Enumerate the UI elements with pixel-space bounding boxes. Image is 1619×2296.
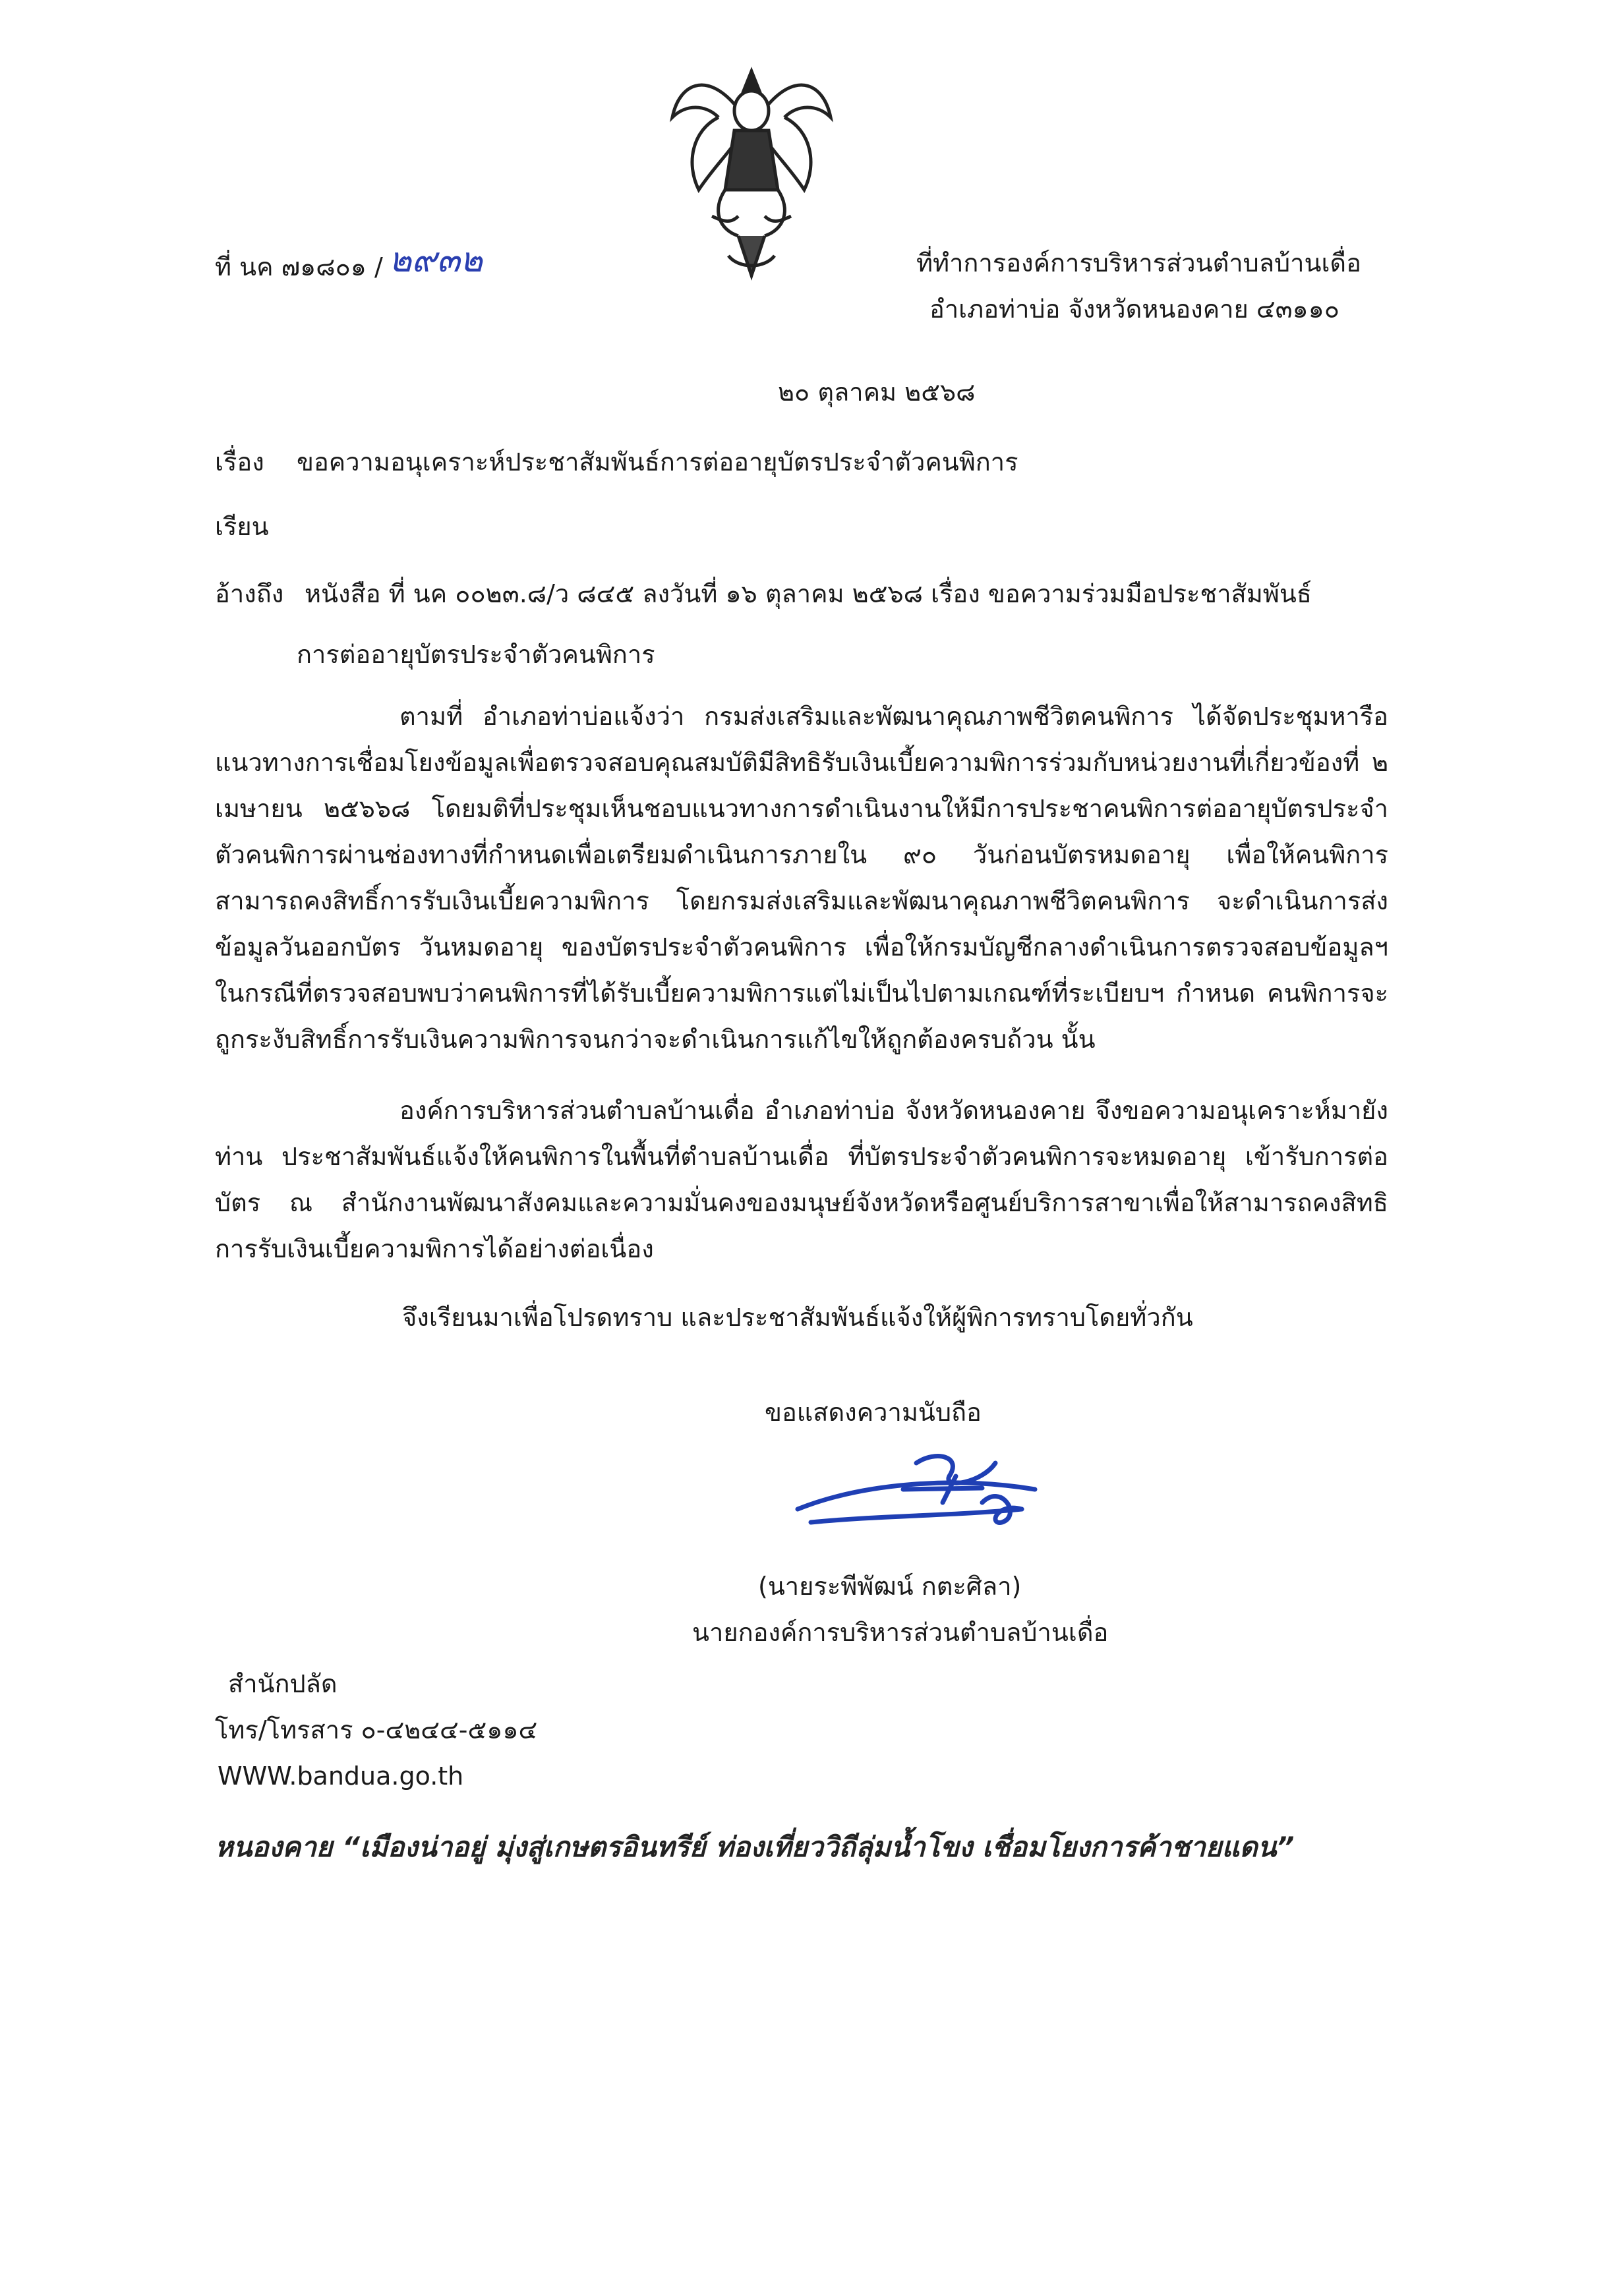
contact-department: สำนักปลัด [228,1669,338,1698]
subject-text: ขอความอนุเคราะห์ประชาสัมพันธ์การต่ออายุบัตรประจำตัวคนพิการ [297,447,1018,476]
reference-number-label: ที่ นค ๗๑๘๐๑ / [215,252,383,281]
reference-line2: การต่ออายุบัตรประจำตัวคนพิการ [297,640,655,669]
footer-slogan: หนองคาย “เมืองน่าอยู่ มุ่งสู่เกษตรอินทรีย์ ท่องเที่ยววิถีลุ่มน้ำโขง เชื่อมโยงการค้าชายแดน” [215,1831,1295,1863]
contact-website[interactable]: WWW.bandua.go.th [218,1762,464,1791]
reference-label: อ้างถึง [215,579,284,608]
office-address-line2: อำเภอท่าบ่อ จังหวัดหนองคาย ๔๓๑๑๐ [929,295,1339,324]
body-paragraph-2-text: องค์การบริหารส่วนตำบลบ้านเดื่อ อำเภอท่าบ่อ จังหวัดหนองคาย จึงขอความอนุเคราะห์มายังท่าน ประชาสัมพันธ์แจ้งให้คนพิการในพื้นที่ตำบลบ้านเดื่อ ที่บัตรประจำตัวคนพิการจะหมดอายุ เข้ารับการต่อบัตร ณ สำนักงานพัฒนาสังคมและความมั่นคงของมนุษย์จังหวัดหรือศูนย์บริการสาขาเพื่อให้สามารถคงสิทธิการรับเงินเบี้ยความพิการได้อย่างต่อเนื่อง [215,1096,1388,1263]
garuda-emblem-icon [666,58,837,295]
body-paragraph-1 [215,693,1388,1062]
handwritten-signature [784,1437,1094,1549]
salutation-label: เรียน [215,512,269,541]
reference-line1: หนังสือ ที่ นค ๐๐๒๓.๘/ว ๘๔๕ ลงวันที่ ๑๖ ตุลาคม ๒๕๖๘ เรื่อง ขอความร่วมมือประชาสัมพันธ์ [305,579,1312,608]
reference-number-handwritten: ๒๙๓๒ [389,241,483,280]
body-paragraph-2 [215,1087,1388,1272]
signatory-position: นายกองค์การบริหารส่วนตำบลบ้านเดื่อ [692,1618,1109,1647]
closing-paragraph: จึงเรียนมาเพื่อโปรดทราบ และประชาสัมพันธ์แจ้งให้ผู้พิการทราบโดยทั่วกัน [402,1303,1193,1332]
signatory-name: (นายระพีพัฒน์ กตะศิลา) [758,1572,1022,1601]
body-paragraph-1-text: ตามที่ อำเภอท่าบ่อแจ้งว่า กรมส่งเสริมและพัฒนาคุณภาพชีวิตคนพิการ ได้จัดประชุมหารือแนวทางการเชื่อมโยงข้อมูลเพื่อตรวจสอบคุณสมบัติมีสิทธิรับเงินเบี้ยความพิการร่วมกับหน่วยงานที่เกี่ยวข้องที่ ๒ เมษายน ๒๕๖๖๘ โดยมติที่ประชุมเห็นชอบแนวทางการดำเนินงานให้มีการประชาคนพิการต่ออายุบัตรประจำตัวคนพิการผ่านช่องทางที่กำหนดเพื่อเตรียมดำเนินการภายใน ๙๐ วันก่อนบัตรหมดอายุ เพื่อให้คนพิการสามารถคงสิทธิ์การรับเงินเบี้ยความพิการ โดยกรมส่งเสริมและพัฒนาคุณภาพชีวิตคนพิการ จะดำเนินการส่งข้อมูลวันออกบัตร วันหมดอายุ ของบัตรประจำตัวคนพิการ เพื่อให้กรมบัญชีกลางดำเนินการตรวจสอบข้อมูลฯ ในกรณีที่ตรวจสอบพบว่าคนพิการที่ได้รับเบี้ยความพิการแต่ไม่เป็นไปตามเกณฑ์ที่ระเบียบฯ กำหนด คนพิการจะถูกระงับสิทธิ์การรับเงินความพิการจนกว่าจะดำเนินการแก้ไขให้ถูกต้องครบถ้วน นั้น [215,702,1388,1054]
letter-date: ๒๐ ตุลาคม ๒๕๖๘ [778,378,976,407]
contact-phone: โทร/โทรสาร ๐-๔๒๔๔-๕๑๑๔ [215,1715,538,1744]
complimentary-closing: ขอแสดงความนับถือ [765,1398,982,1427]
subject-label: เรื่อง [215,447,264,476]
office-address-line1: ที่ทำการองค์การบริหารส่วนตำบลบ้านเดื่อ [916,248,1361,277]
